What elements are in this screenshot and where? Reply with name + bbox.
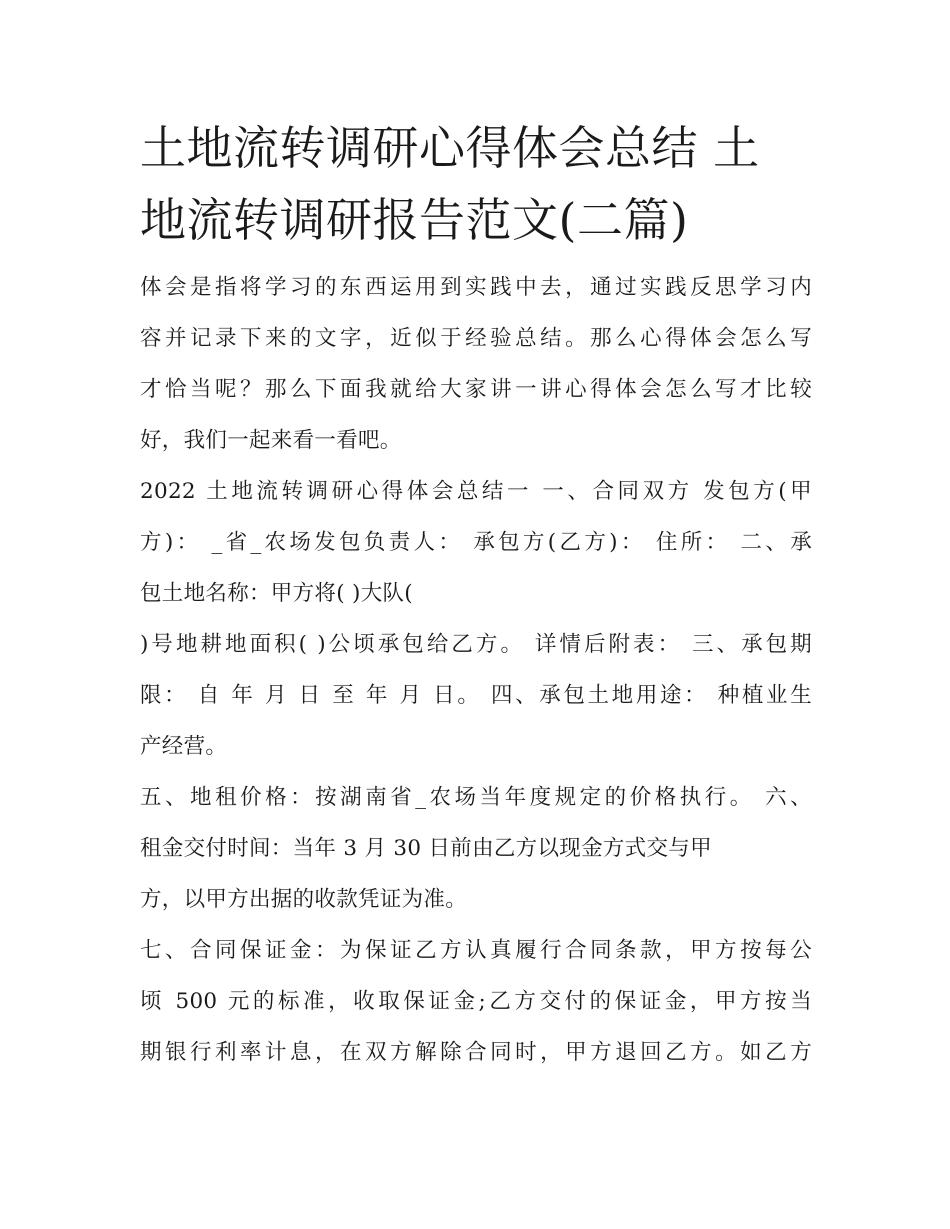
title-line: 地流转调研报告范文(二篇) [140, 193, 689, 247]
paragraph-line: 产经营。 [140, 734, 228, 759]
paragraph-line: 方)： _省_农场发包负责人： 承包方(乙方)： 住所： 二、承 [140, 530, 812, 555]
paragraph-line: 期银行利率计息，在双方解除合同时，甲方退回乙方。如乙方 [140, 1040, 812, 1065]
paragraph-line: 2022 土地流转调研心得体会总结一 一、合同双方 发包方(甲 [140, 479, 812, 504]
paragraph-line: 好，我们一起来看一看吧。 [140, 428, 402, 453]
paragraph-line: 才恰当呢？那么下面我就给大家讲一讲心得体会怎么写才比较 [140, 377, 812, 402]
paragraph-line: )号地耕地面积( )公顷承包给乙方。 详情后附表： 三、承包期 [140, 632, 812, 657]
title-line: 土地流转调研心得体会总结 土 [140, 121, 760, 175]
paragraph-line: 七、合同保证金：为保证乙方认真履行合同条款，甲方按每公 [140, 938, 812, 963]
paragraph-line: 顷 500 元的标准，收取保证金;乙方交付的保证金，甲方按当 [140, 989, 812, 1014]
rent-paragraph [140, 772, 812, 925]
deposit-paragraph [140, 925, 812, 1078]
document-title [140, 112, 812, 256]
paragraph-line: 方，以甲方出据的收款凭证为准。 [140, 887, 468, 912]
paragraph-line: 五、地租价格：按湖南省_农场当年度规定的价格执行。 六、 [140, 785, 812, 810]
paragraph-line: 体会是指将学习的东西运用到实践中去，通过实践反思学习内 [140, 275, 812, 300]
contract-parties-paragraph [140, 466, 812, 619]
paragraph-line: 租金交付时间：当年 3 月 30 日前由乙方以现金方式交与甲 [140, 836, 712, 861]
paragraph-line: 容并记录下来的文字，近似于经验总结。那么心得体会怎么写 [140, 326, 812, 351]
land-area-paragraph [140, 619, 812, 772]
paragraph-line: 限： 自 年 月 日 至 年 月 日。 四、承包土地用途： 种植业生 [140, 683, 812, 708]
document-body [140, 112, 812, 1078]
intro-paragraph [140, 262, 812, 466]
paragraph-line: 包土地名称：甲方将( )大队( [140, 581, 413, 606]
